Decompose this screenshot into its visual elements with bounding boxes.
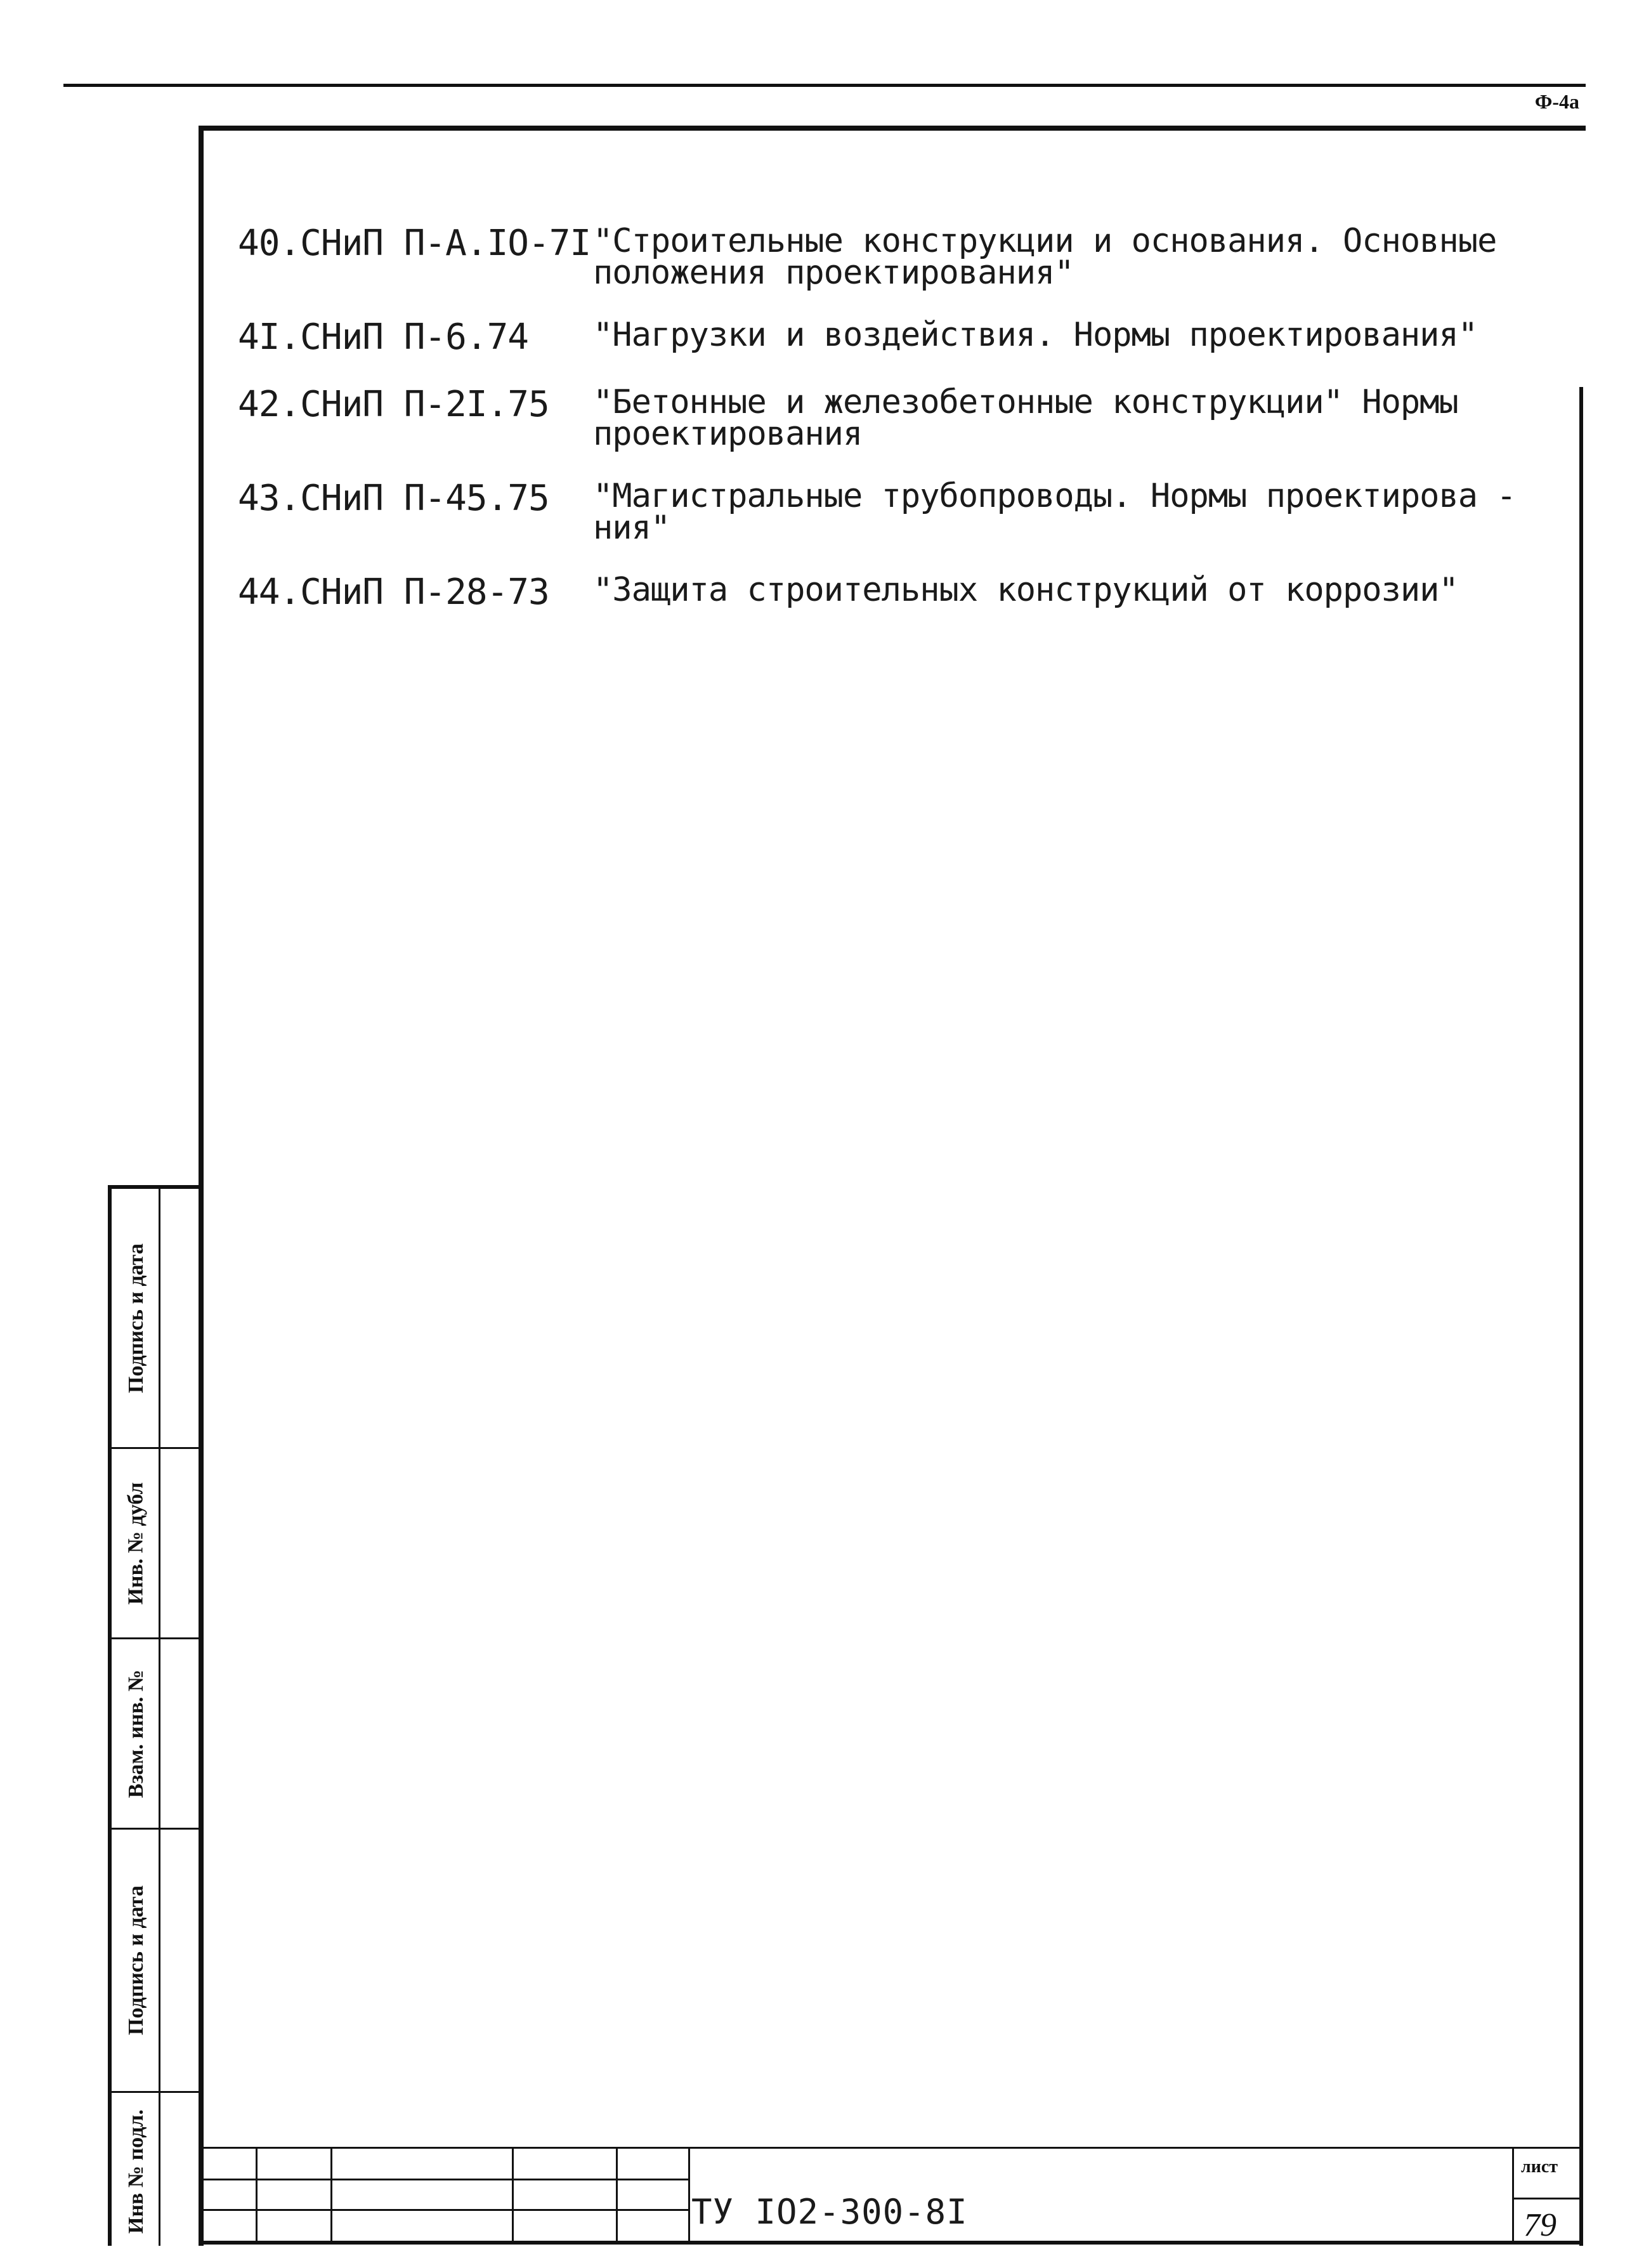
reference-code: 43.СНиП П-45.75 xyxy=(238,478,549,519)
reference-title: "Защита строительных конструкций от коррозии" xyxy=(593,571,1458,609)
stamp-cell-signature-date-top xyxy=(112,1189,204,1449)
stamp-label: Подпись и дата xyxy=(124,1243,148,1393)
reference-code: 44.СНиП П-28-73 xyxy=(238,572,549,613)
sheet-label: лист xyxy=(1521,2157,1558,2177)
reference-title: "Бетонные и железобетонные конструкции" Нормы проектирования xyxy=(593,383,1458,453)
reference-code: 42.СНиП П-2I.75 xyxy=(238,384,549,425)
stamp-cell-orig-inv xyxy=(112,2093,204,2250)
reference-title: "Строительные конструкции и основания. Основные положения проектирования" xyxy=(593,222,1497,292)
frame-right-border xyxy=(1579,387,1583,2246)
sheet-number: 79 xyxy=(1524,2207,1556,2243)
reference-list xyxy=(238,222,1557,613)
reference-code: 40.СНиП П-А.IO-7I xyxy=(238,223,591,264)
frame-top-border xyxy=(200,126,1586,131)
reference-item xyxy=(238,383,1557,453)
stamp-cell-replaced-inv xyxy=(112,1639,204,1830)
document-number: ТУ IO2-300-8I xyxy=(691,2192,968,2232)
stamp-label: Подпись и дата xyxy=(124,1885,148,2035)
form-code: Ф-4а xyxy=(1534,90,1579,113)
sheet-cell-line xyxy=(1512,2198,1579,2199)
reference-code: 4I.СНиП П-6.74 xyxy=(238,317,529,358)
title-block-col-line xyxy=(256,2147,258,2241)
title-block-col-line xyxy=(512,2147,514,2241)
stamp-label: Инв № подл. xyxy=(124,2109,148,2234)
stamp-cell-signature-date-bottom xyxy=(112,1830,204,2093)
stamp-label: Инв. № дубл xyxy=(124,1481,148,1605)
reference-title: "Магистральные трубопроводы. Нормы проектирова - ния" xyxy=(593,477,1516,547)
reference-item xyxy=(238,222,1557,292)
title-block-col-line xyxy=(688,2147,690,2241)
reference-title: "Нагрузки и воздействия. Нормы проектирования" xyxy=(593,316,1478,354)
stamp-label: Взам. инв. № xyxy=(124,1669,148,1798)
reference-item xyxy=(238,316,1557,358)
reference-item xyxy=(238,571,1557,613)
title-block-col-line xyxy=(616,2147,618,2241)
stamp-cell-dup-inv xyxy=(112,1449,204,1639)
top-rule xyxy=(63,84,1586,87)
reference-item xyxy=(238,477,1557,547)
frame-bottom-border xyxy=(199,2241,1583,2245)
title-block-col-line xyxy=(330,2147,332,2241)
title-block-top-line xyxy=(204,2147,1579,2149)
margin-stamp-strip xyxy=(108,1185,200,2246)
